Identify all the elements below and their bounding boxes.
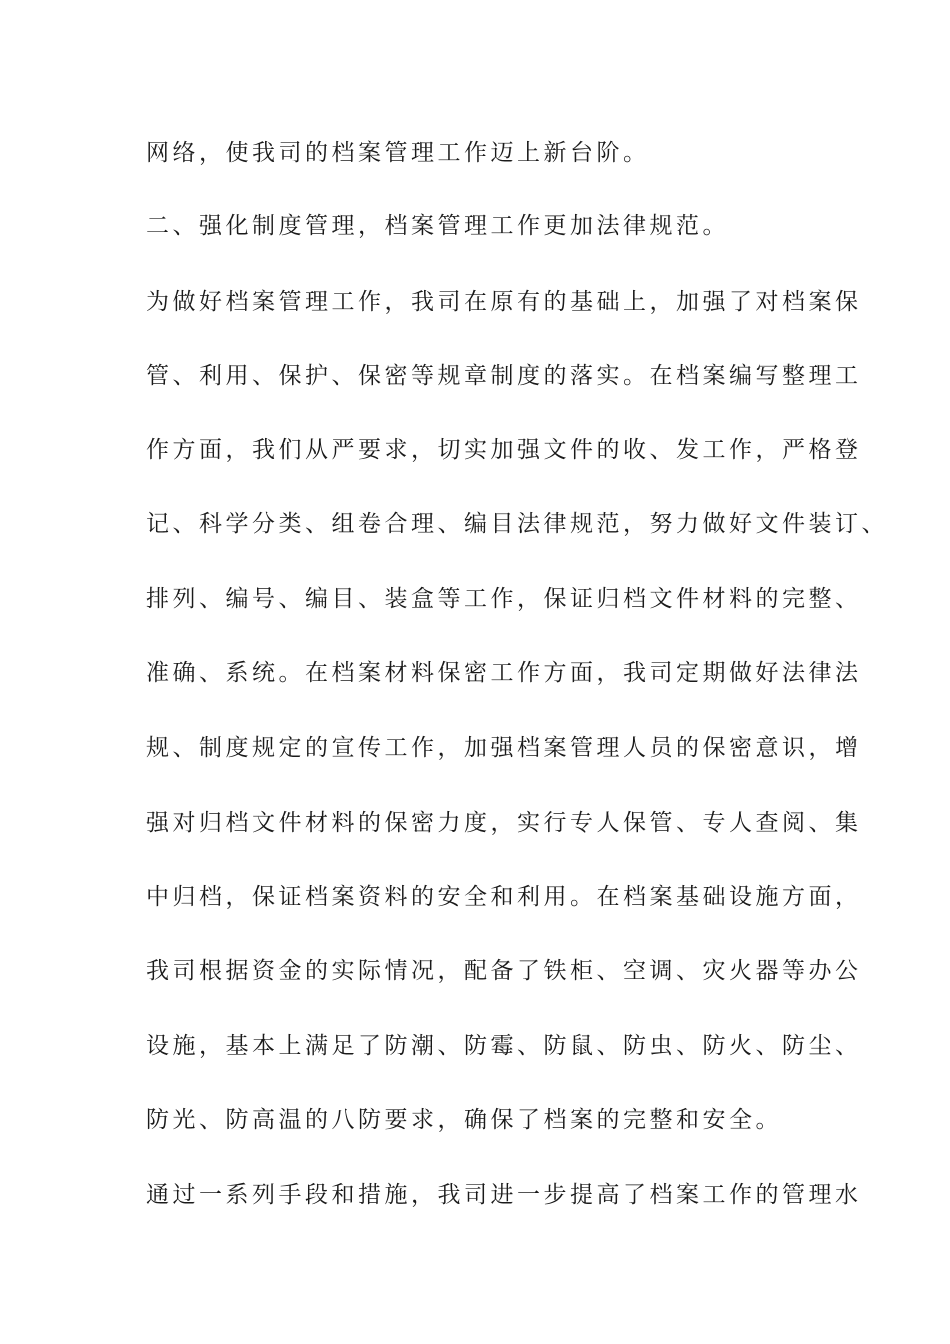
paragraph-line: 中归档，保证档案资料的安全和利用。在档案基础设施方面， <box>146 884 862 910</box>
paragraph-line: 设施，基本上满足了防潮、防霉、防鼠、防虫、防火、防尘、 <box>146 1033 862 1059</box>
paragraph-line: 记、科学分类、组卷合理、编目法律规范，努力做好文件装订、 <box>146 511 888 537</box>
paragraph-line: 规、制度规定的宣传工作，加强档案管理人员的保密意识，增 <box>146 735 862 761</box>
paragraph-line: 我司根据资金的实际情况，配备了铁柜、空调、灾火器等办公 <box>146 958 862 984</box>
paragraph-line: 防光、防高温的八防要求，确保了档案的完整和安全。 <box>146 1107 782 1133</box>
paragraph-line: 强对归档文件材料的保密力度，实行专人保管、专人查阅、集 <box>146 810 862 836</box>
paragraph-line: 准确、系统。在档案材料保密工作方面，我司定期做好法律法 <box>146 660 862 686</box>
paragraph-line: 网络，使我司的档案管理工作迈上新台阶。 <box>146 140 650 166</box>
paragraph-line: 管、利用、保护、保密等规章制度的落实。在档案编写整理工 <box>146 363 862 389</box>
paragraph-line: 通过一系列手段和措施，我司进一步提高了档案工作的管理水 <box>146 1182 862 1208</box>
paragraph-line: 排列、编号、编目、装盒等工作，保证归档文件材料的完整、 <box>146 586 862 612</box>
section-heading: 二、强化制度管理，档案管理工作更加法律规范。 <box>146 213 729 239</box>
paragraph-line: 作方面，我们从严要求，切实加强文件的收、发工作，严格登 <box>146 437 862 463</box>
paragraph-line: 为做好档案管理工作，我司在原有的基础上，加强了对档案保 <box>146 289 862 315</box>
